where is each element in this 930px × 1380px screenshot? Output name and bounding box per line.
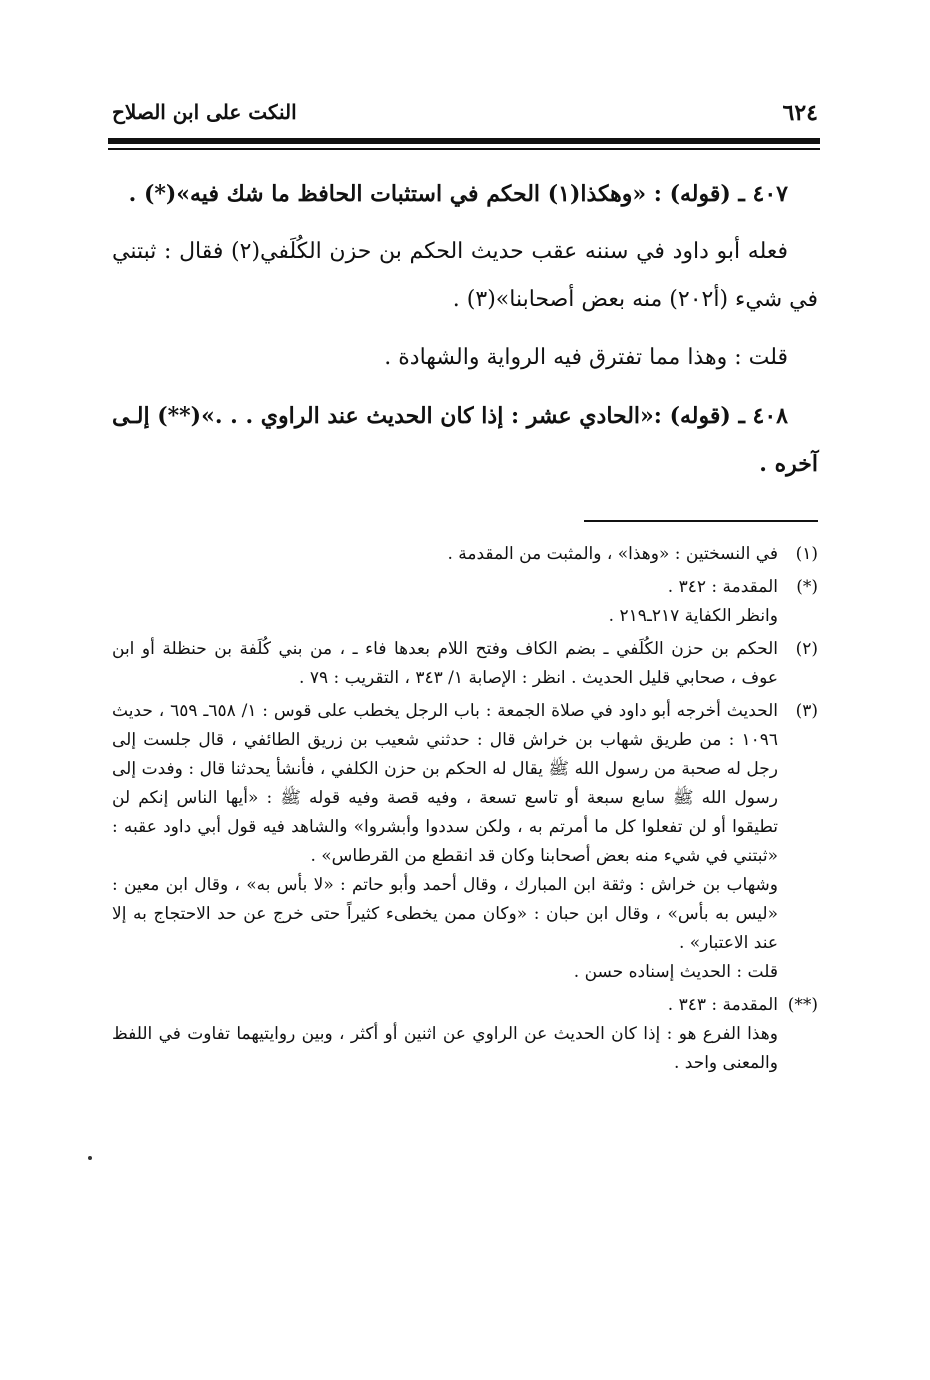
header-rule-thin: [108, 148, 820, 150]
footnote-mark: (**): [787, 995, 818, 1015]
footnote-line: قلت : الحديث إسناده حسن .: [573, 962, 778, 982]
footnote-2: [112, 635, 818, 693]
footnotes: [112, 540, 818, 1082]
entry-408: [112, 392, 818, 488]
running-title: النكت على ابن الصلاح: [112, 100, 297, 124]
page-number: ٦٢٤: [782, 100, 818, 126]
footnote-separator: [584, 520, 818, 522]
entry-407-text: ٤٠٧ ـ (قوله) : «وهكذا(١) الحكم في استثبات الحافظ ما شك فيه»(*) .: [128, 181, 788, 207]
page-header: [112, 96, 818, 132]
footnote-line: المقدمة : ٣٤٣ .: [667, 995, 778, 1015]
stray-dot: [88, 1156, 92, 1160]
footnote-3: [112, 697, 818, 987]
footnote-1: [112, 540, 818, 569]
entry-407: [112, 170, 818, 218]
footnote-line: في النسختين : «وهذا» ، والمثبت من المقدمة .: [447, 544, 778, 564]
footnote-mark: (١): [795, 544, 818, 564]
footnote-line: الحكم بن حزن الكُلَفي ـ بضم الكاف وفتح اللام بعدها فاء ـ ، من بني كُلَفة بن حنظلة أو ابن عوف ، صحابي قليل الحديث . انظر : الإصابة ١/ ٣٤٣ ، التقريب : ٧٩ .: [112, 639, 778, 688]
footnote-line: المقدمة : ٣٤٢ .: [667, 577, 778, 597]
footnote-mark: (٣): [795, 701, 818, 721]
paragraph-commentary: [112, 228, 818, 324]
footnote-line: وشهاب بن خراش : وثقة ابن المبارك ، وقال أحمد وأبو حاتم : «لا بأس به» ، وقال ابن معين : «ليس به بأس» ، وقال ابن حبان : «وكان ممن يخطىء كثيراً حتى خرج عن حد الاحتجاج به إلا عند الاعتبار» .: [112, 875, 778, 953]
footnote-star: [112, 573, 818, 631]
footnote-mark: (*): [796, 577, 818, 597]
paragraph-remark: [112, 334, 818, 382]
header-rule-thick: [108, 138, 820, 144]
paragraph-remark-text: قلت : وهذا مما تفترق فيه الرواية والشهادة .: [384, 345, 788, 370]
footnote-double-star: [112, 991, 818, 1078]
paragraph-commentary-text: فعله أبو داود في سننه عقب حديث الحكم بن حزن الكُلَفي(٢) فقال : ثبتني في شيء (أ٢٠٢) منه بعض أصحابنا»(٣) .: [112, 239, 818, 312]
footnote-mark: (٢): [795, 639, 818, 659]
footnote-line: الحديث أخرجه أبو داود في صلاة الجمعة : باب الرجل يخطب على قوس : ١/ ٦٥٨ـ ٦٥٩ ، حديث ١٠٩٦ : من طريق شهاب بن خراش قال : حدثني شعيب بن زريق الطائفي ، قال جلست إلى رجل له صحبة من رسول الله ﷺ يقال له الحكم بن حزن الكلفي ، فأنشأ يحدثنا قال : وفدت إلى رسول الله ﷺ سابع سبعة أو تاسع تسعة ، وفيه قصة وفيه قوله ﷺ : «أيها الناس إنكم لن تطيقوا أو لن تفعلوا كل ما أمرتم به ، ولكن سددوا وأبشروا» والشاهد فيه قول أبي داود عقبه : «ثبتني في شيء منه بعض أصحابنا وكان قد انقطع من القرطاس» .: [112, 701, 778, 866]
entry-408-text: ٤٠٨ ـ (قوله) :«الحادي عشر : إذا كان الحديث عند الراوي . . .»(**) إلـى آخره .: [112, 403, 818, 477]
footnote-line: وانظر الكفاية ٢١٧ـ٢١٩ .: [608, 606, 778, 626]
footnote-line: وهذا الفرع هو : إذا كان الحديث عن الراوي عن اثنين أو أكثر ، وبين روايتيهما تفاوت في اللفظ والمعنى واحد .: [112, 1024, 778, 1073]
main-text: [112, 170, 818, 498]
